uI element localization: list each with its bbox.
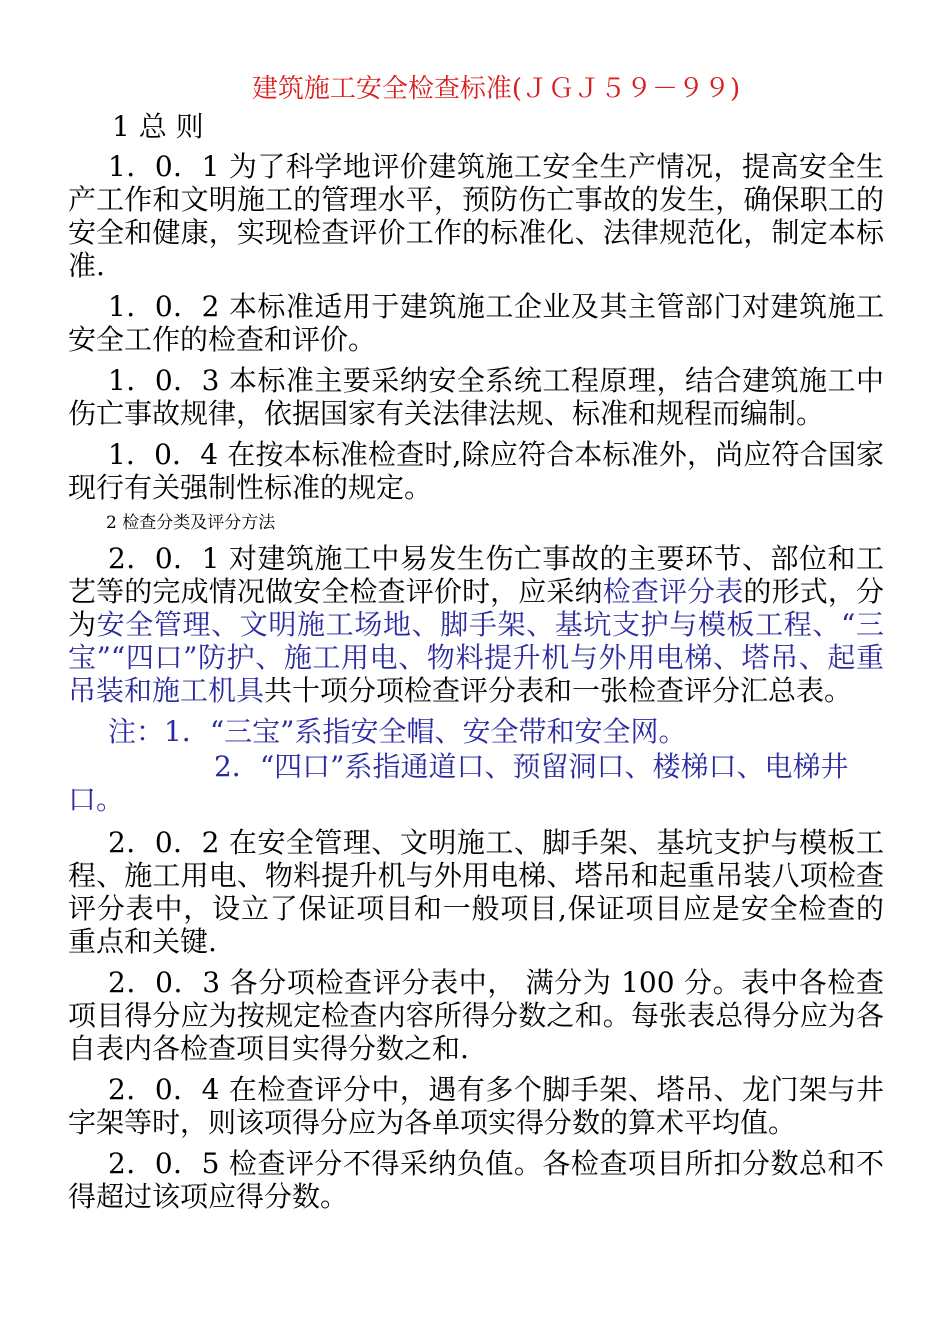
clause-2-0-1-text-b: 的形式，分为 bbox=[68, 575, 884, 641]
section-heading-general: 1 总 则 bbox=[112, 110, 204, 143]
document-title: 建筑施工安全检查标准(ＪＧＪ５９－９９) bbox=[251, 74, 741, 104]
note-2: 2．“四口”系指通道口、预留洞口、楼梯口、电梯井口。 bbox=[68, 750, 849, 816]
clause-2-0-1-highlight-b: 安全管理、文明施工场地、脚手架、基坑支护与模板工程、“三宝”“四口”防护、施工用电、物料提升机与外用电梯、塔吊、起重吊装和施工机具 bbox=[68, 608, 884, 707]
section-heading-inspection: 2 检查分类及评分方法 bbox=[106, 513, 276, 533]
clause-1-0-3: 1．0．3 本标准主要采纳安全系统工程原理，结合建筑施工中伤亡事故规律，依据国家有关法律法规、标准和规程而编制。 bbox=[68, 364, 884, 430]
clause-2-0-2: 2．0．2 在安全管理、文明施工、脚手架、基坑支护与模板工程、施工用电、物料提升机与外用电梯、塔吊和起重吊装八项检查评分表中，设立了保证项目和一般项目,保证项目应是安全检查的重点和关键. bbox=[68, 826, 884, 958]
clause-2-0-4: 2．0．4 在检查评分中，遇有多个脚手架、塔吊、龙门架与井字架等时，则该项得分应为各单项实得分数的算术平均值。 bbox=[68, 1073, 884, 1139]
clause-2-0-1-text-a: 2．0．1 对建筑施工中易发生伤亡事故的主要环节、部位和工艺等的完成情况做安全检查评价时，应采纳 bbox=[68, 542, 884, 608]
clause-2-0-3: 2．0．3 各分项检查评分表中， 满分为 100 分。表中各检查项目得分应为按规定检查内容所得分数之和。每张表总得分应为各自表内各检查项目实得分数之和. bbox=[68, 966, 884, 1065]
note-1: 注：1．“三宝”系指安全帽、安全带和安全网。 bbox=[108, 715, 687, 748]
clause-2-0-1-highlight-a: 检查评分表 bbox=[602, 575, 744, 608]
clause-1-0-1: 1．0．1 为了科学地评价建筑施工安全生产情况，提高安全生产工作和文明施工的管理水平，预防伤亡事故的发生，确保职工的安全和健康，实现检查评价工作的标准化、法律规范化，制定本标准. bbox=[68, 150, 884, 282]
clause-2-0-1 bbox=[68, 542, 884, 707]
clause-1-0-2: 1．0．2 本标准适用于建筑施工企业及其主管部门对建筑施工安全工作的检查和评价。 bbox=[68, 290, 884, 356]
clause-2-0-1-text-c: 共十项分项检查评分表和一张检查评分汇总表。 bbox=[264, 674, 853, 707]
clause-2-0-5: 2．0．5 检查评分不得采纳负值。各检查项目所扣分数总和不得超过该项应得分数。 bbox=[68, 1147, 884, 1213]
clause-1-0-4: 1．0．4 在按本标准检查时,除应符合本标准外，尚应符合国家现行有关强制性标准的规定。 bbox=[68, 438, 884, 504]
